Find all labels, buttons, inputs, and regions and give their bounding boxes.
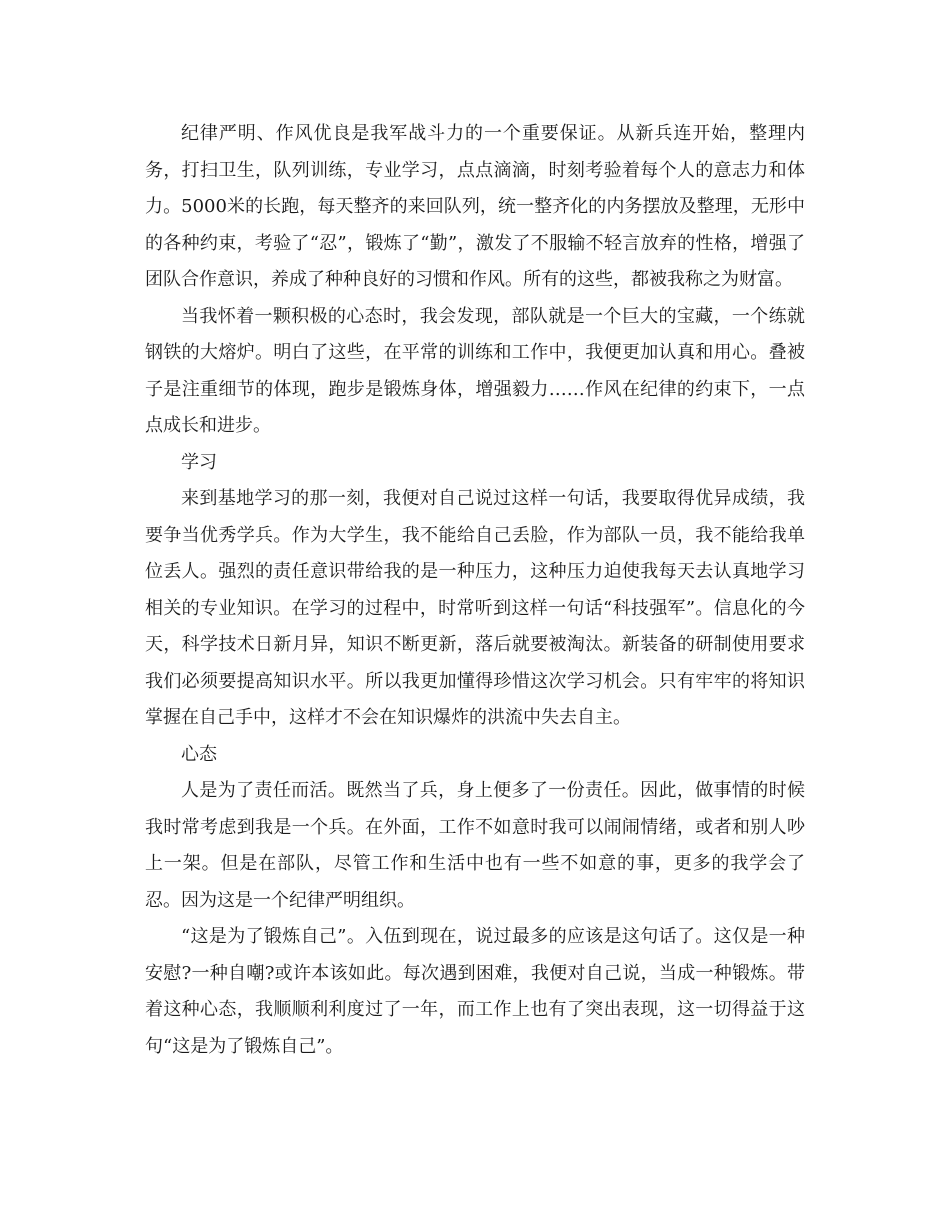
paragraph-self-training: “这是为了锻炼自己”。入伍到现在，说过最多的应该是这句话了。这仅是一种安慰?一种自嘲?或许本该如此。每次遇到困难，我便对自己说，当成一种锻炼。带着这种心态，我顺顺利利度过了一年，而工作上也有了突出表现，这一切得益于这句“这是为了锻炼自己”。 bbox=[145, 926, 805, 1057]
paragraph-responsibility: 人是为了责任而活。既然当了兵，身上便多了一份责任。因此，做事情的时候我时常考虑到我是一个兵。在外面，工作不如意时我可以闹闹情绪，或者和别人吵上一架。但是在部队，尽管工作和生活中也有一些不如意的事，更多的我学会了忍。因为这是一个纪律严明组织。 bbox=[145, 780, 805, 911]
paragraph-study: 来到基地学习的那一刻，我便对自己说过这样一句话，我要取得优异成绩，我要争当优秀学兵。作为大学生，我不能给自己丢脸，作为部队一员，我不能给我单位丢人。强烈的责任意识带给我的是一种压力，这种压力迫使我每天去认真地学习相关的专业知识。在学习的过程中，时常听到这样一句话“科技强军”。信息化的今天，科学技术日新月异，知识不断更新，落后就要被淘汰。新装备的研制使用要求我们必须要提高知识水平。所以我更加懂得珍惜这次学习机会。只有牢牢的将知识掌握在自己手中，这样才不会在知识爆炸的洪流中失去自主。 bbox=[145, 488, 805, 728]
paragraph-discipline: 纪律严明、作风优良是我军战斗力的一个重要保证。从新兵连开始，整理内务，打扫卫生，队列训练，专业学习，点点滴滴，时刻考验着每个人的意志力和体力。5000米的长跑，每天整齐的来回队列，统一整齐化的内务摆放及整理，无形中的各种约束，考验了“忍”，锻炼了“勤”，激发了不服输不轻言放弃的性格，增强了团队合作意识，养成了种种良好的习惯和作风。所有的这些，都被我称之为财富。 bbox=[145, 123, 805, 290]
document-body bbox=[145, 116, 805, 1065]
paragraph-attitude-furnace: 当我怀着一颗积极的心态时，我会发现，部队就是一个巨大的宝藏，一个练就钢铁的大熔炉。明白了这些，在平常的训练和工作中，我便更加认真和用心。叠被子是注重细节的体现，跑步是锻炼身体，增强毅力……作风在纪律的约束下，一点点成长和进步。 bbox=[145, 305, 805, 436]
section-heading-study: 学习 bbox=[181, 451, 217, 473]
section-heading-mindset: 心态 bbox=[181, 743, 217, 765]
